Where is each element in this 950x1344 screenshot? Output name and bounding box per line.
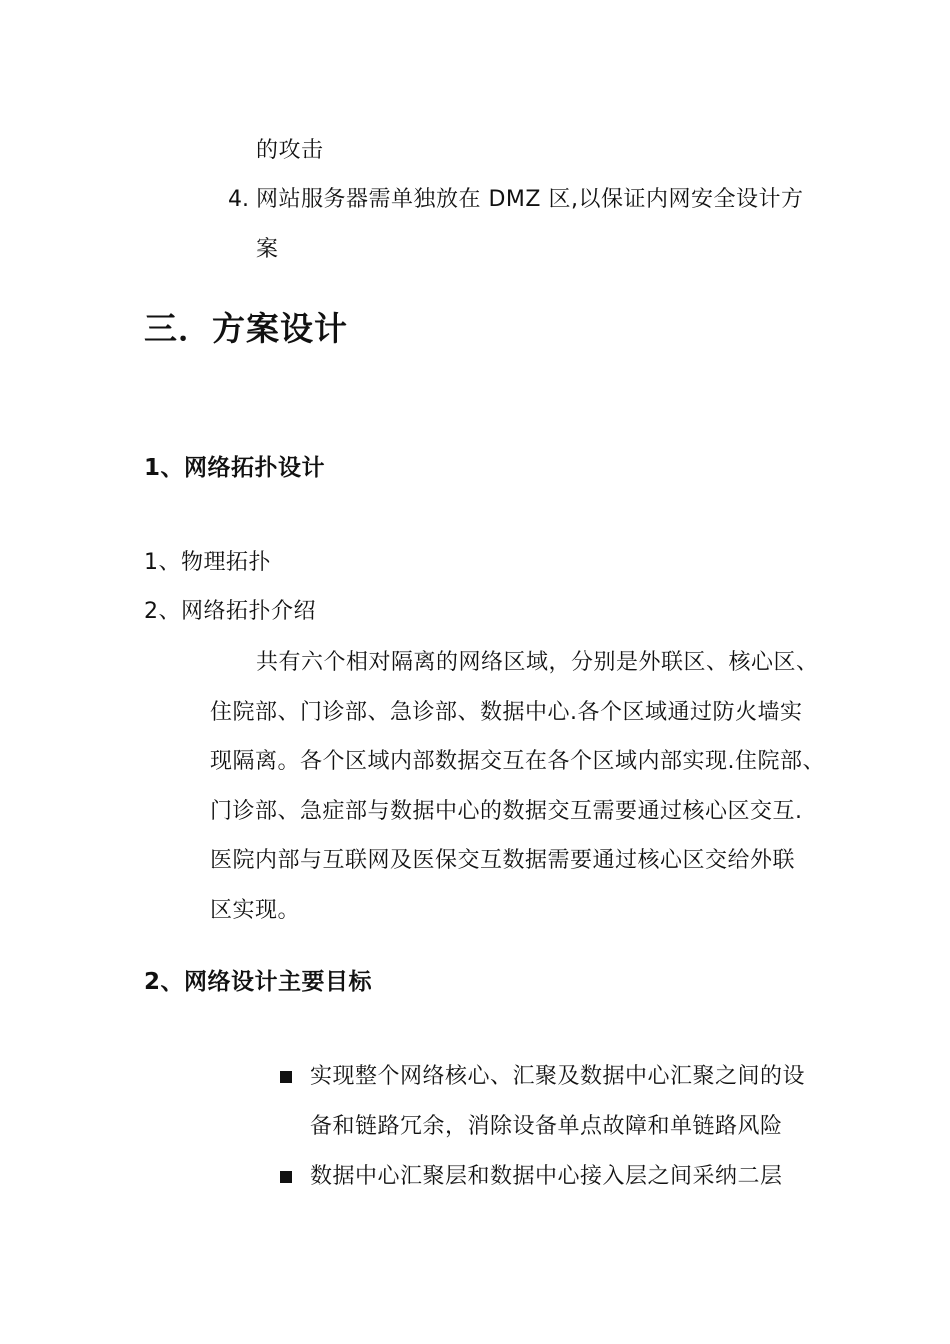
paragraph-line: 住院部、门诊部、急诊部、数据中心.各个区域通过防火墙实 [210, 700, 803, 725]
section-title: 三．方案设计 [144, 309, 348, 348]
paragraph-line: 现隔离。各个区域内部数据交互在各个区域内部实现.住院部、 [210, 749, 825, 774]
subsection-1-title: 1、网络拓扑设计 [144, 455, 326, 481]
square-bullet-icon [280, 1171, 292, 1183]
paragraph-line: 医院内部与互联网及医保交互数据需要通过核心区交给外联 [210, 848, 796, 873]
paragraph-line: 门诊部、急症部与数据中心的数据交互需要通过核心区交互. [210, 799, 803, 824]
paragraph-line: 共有六个相对隔离的网络区域，分别是外联区、核心区、 [256, 650, 819, 675]
bullet-line: 数据中心汇聚层和数据中心接入层之间采纳二层 [310, 1164, 783, 1189]
square-bullet-icon [280, 1071, 292, 1083]
bullet-line: 实现整个网络核心、汇聚及数据中心汇聚之间的设 [310, 1064, 806, 1089]
list-item-number: 4. [228, 187, 249, 212]
bullet-line: 备和链路冗余，消除设备单点故障和单链路风险 [310, 1114, 783, 1139]
list-item-4-line1: 网站服务器需单独放在 DMZ 区,以保证内网安全设计方 [256, 187, 804, 212]
paragraph-line: 区实现。 [210, 898, 301, 923]
carryover-line: 的攻击 [256, 138, 324, 163]
subsection-2-title: 2、网络设计主要目标 [144, 969, 373, 995]
list-item-4-line2: 案 [256, 237, 279, 262]
subsection-1-item: 1、物理拓扑 [144, 550, 271, 575]
subsection-1-item: 2、网络拓扑介绍 [144, 599, 316, 624]
